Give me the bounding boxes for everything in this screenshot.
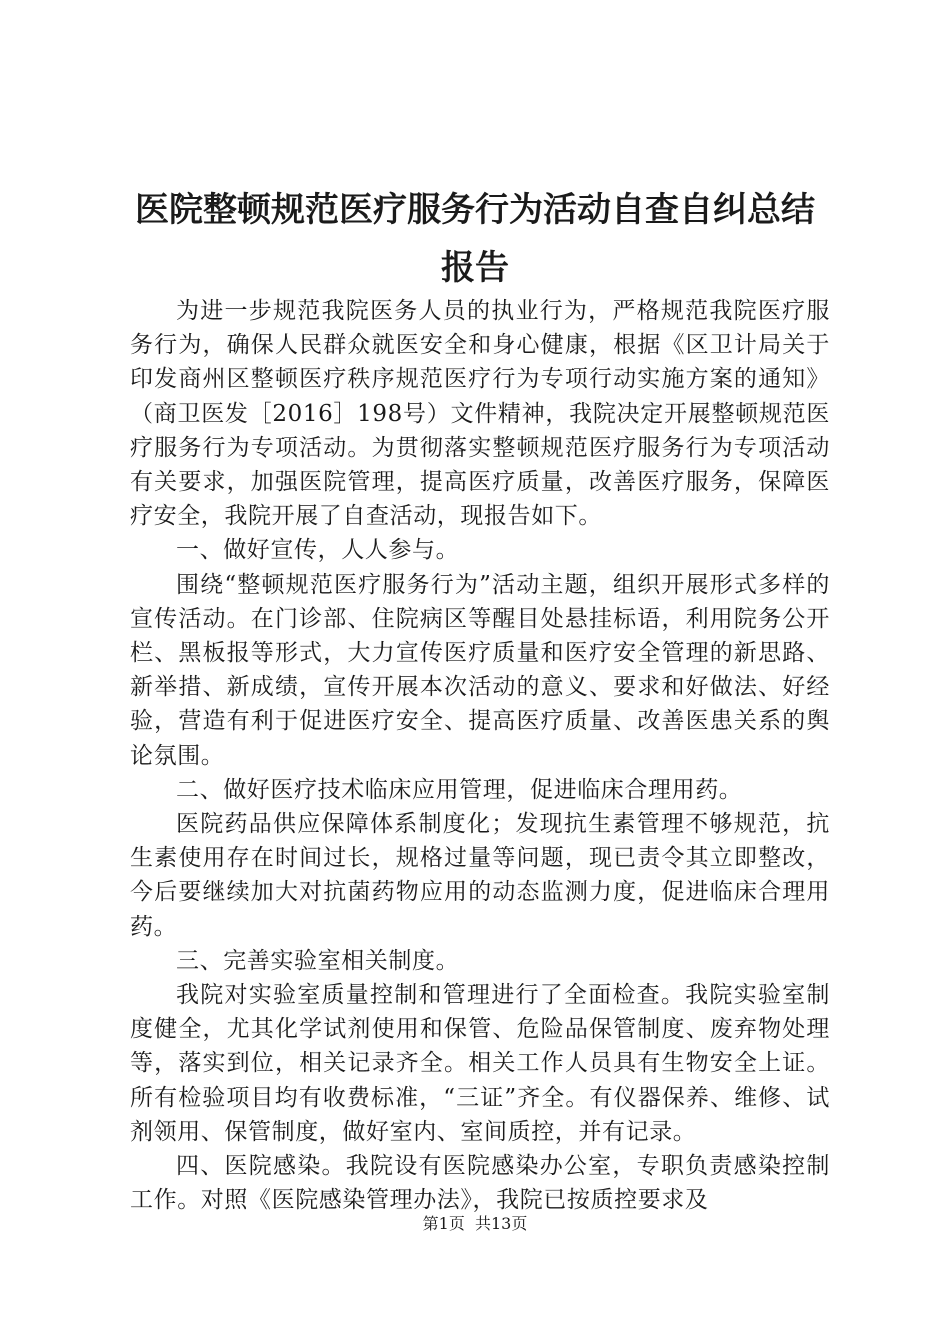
document-title-line-1: 医院整顿规范医疗服务行为活动自查自纠总结: [135, 190, 815, 230]
section-heading-1: 一、做好宣传，人人参与。: [176, 537, 460, 564]
section-paragraph-4: 四、医院感染。我院设有医院感染办公室，专职负责感染控制工作。对照《医院感染管理办法》，我院已按质控要求及: [130, 1153, 830, 1214]
page-footer: [0, 1214, 950, 1234]
section-paragraph-3: 我院对实验室质量控制和管理进行了全面检查。我院实验室制度健全，尤其化学试剂使用和保管、危险品保管制度、废弃物处理等，落实到位，相关记录齐全。相关工作人员具有生物安全上证。所有检验项目均有收费标准，“三证”齐全。有仪器保养、维修、试剂领用、保管制度，做好室内、室间质控，并有记录。: [130, 982, 830, 1145]
document-title-line-2: 报告: [441, 248, 509, 288]
section-heading-3: 三、完善实验室相关制度。: [176, 947, 460, 974]
section-paragraph-2: 医院药品供应保障体系制度化；发现抗生素管理不够规范，抗生素使用存在时间过长，规格过量等问题，现已责令其立即整改，今后要继续加大对抗菌药物应用的动态监测力度，促进临床合理用药。: [130, 811, 830, 940]
section-paragraph-1: 围绕“整顿规范医疗服务行为”活动主题，组织开展形式多样的宣传活动。在门诊部、住院病区等醒目处悬挂标语，利用院务公开栏、黑板报等形式，大力宣传医疗质量和医疗安全管理的新思路、新举措、新成绩，宣传开展本次活动的意义、要求和好做法、好经验，营造有利于促进医疗安全、提高医疗质量、改善医患关系的舆论氛围。: [130, 571, 830, 769]
intro-paragraph: 为进一步规范我院医务人员的执业行为，严格规范我院医疗服务行为，确保人民群众就医安全和身心健康，根据《区卫计局关于印发商州区整顿医疗秩序规范医疗行为专项行动实施方案的通知》（商卫医发［2016］198号）文件精神，我院决定开展整顿规范医疗服务行为专项活动。为贯彻落实整顿规范医疗服务行为专项活动有关要求，加强医院管理，提高医疗质量，改善医疗服务，保障医疗安全，我院开展了自查活动，现报告如下。: [130, 298, 830, 530]
page-number-label: 第1页 共13页: [422, 1214, 528, 1233]
section-heading-2: 二、做好医疗技术临床应用管理，促进临床合理用药。: [176, 776, 743, 803]
document-body: [130, 294, 830, 1217]
